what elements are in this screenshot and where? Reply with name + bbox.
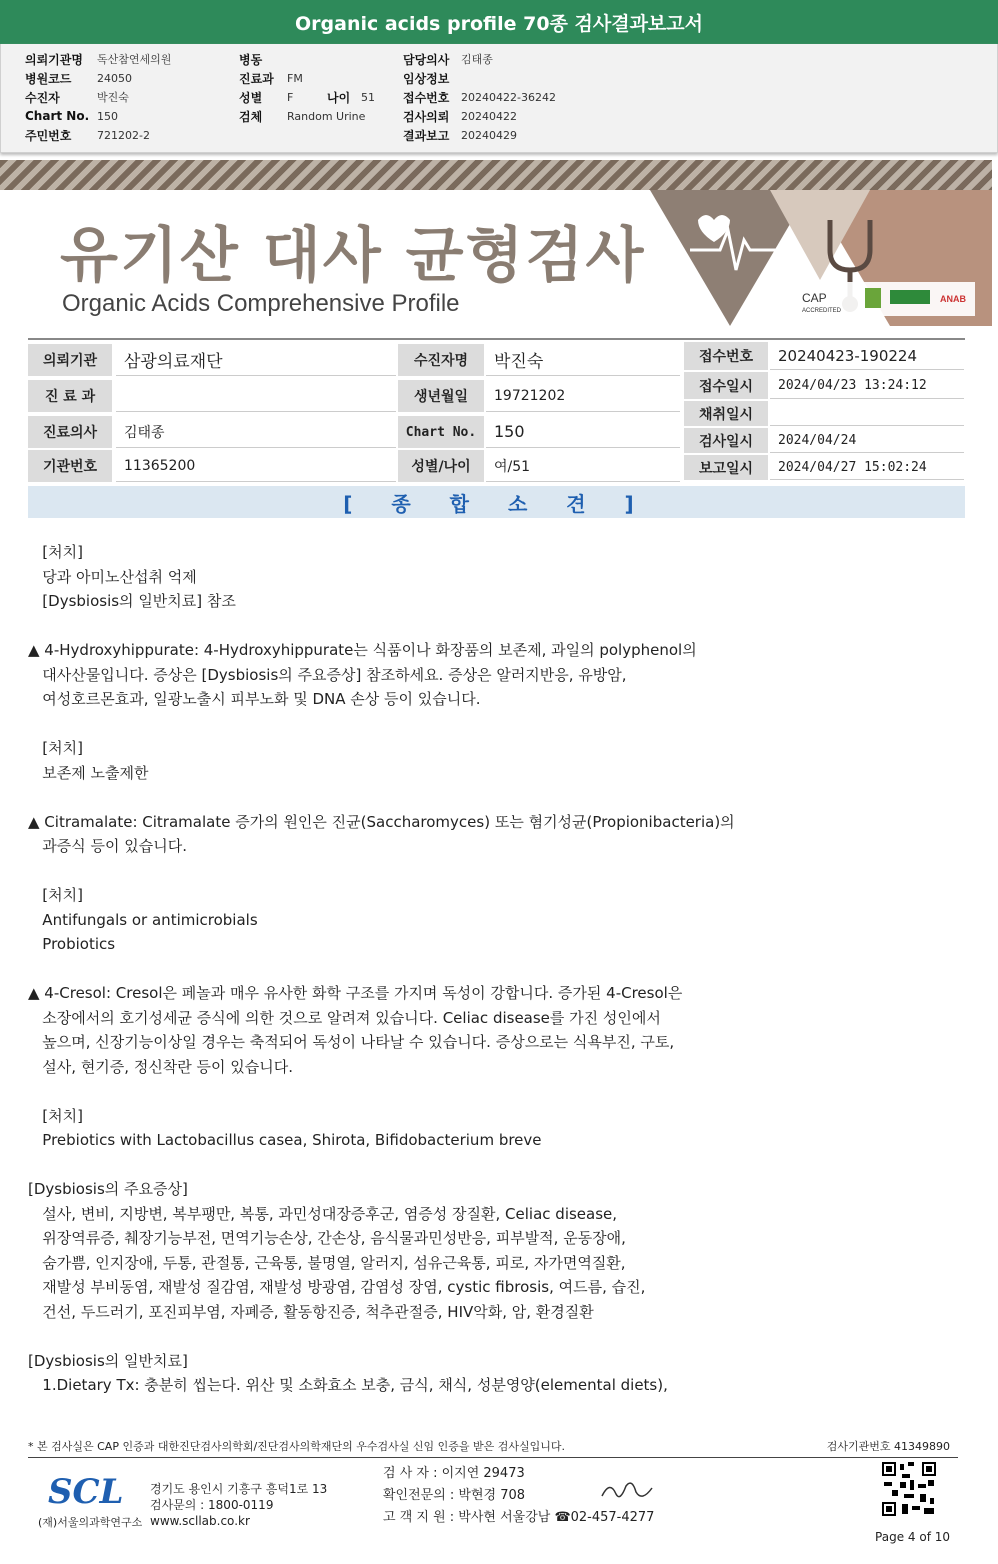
label-institution-no: 기관번호 [28,450,112,482]
label-receipt-no: 접수번호 [684,342,768,370]
label-institution: 의뢰기관 [28,344,112,376]
meta-value: 24050 [97,71,132,85]
label-chart-no: Chart No. [398,416,484,448]
summary-line: ▲ 4-Cresol: Cresol은 페놀과 매우 유사한 화학 구조를 가지며 독성이 강합니다. 증가된 4-Cresol은 [28,984,683,1002]
value-receipt-no: 20240423-190224 [770,342,964,370]
meta-key: Chart No. [25,109,90,123]
summary-line: Prebiotics with Lactobacillus casea, Shirota, Bifidobacterium breve [28,1131,542,1149]
value-collection-time [770,401,964,426]
summary-line: 설사, 변비, 지방변, 복부팽만, 복통, 과민성대장증후군, 염증성 장질환, Celiac disease, [28,1204,618,1223]
signature-icon [598,1476,658,1506]
meta-key: 병원코드 [25,71,72,86]
meta-value: 150 [97,109,118,123]
meta-panel [0,44,998,153]
summary-line: Probiotics [28,935,116,953]
lab-number: 검사기관번호 41349890 [826,1440,950,1453]
scl-logo: SCL [48,1472,124,1512]
meta-value: 20240422 [461,109,517,123]
meta-value: 김태종 [461,53,493,66]
meta-key: 나이 [327,90,351,105]
meta-value: Random Urine [287,109,366,123]
summary-line [28,785,958,810]
summary-line: [처치] [28,886,83,904]
meta-key: 주민번호 [25,128,72,143]
label-department: 진 료 과 [28,380,112,412]
summary-line: [처치] [28,1106,83,1125]
value-doctor: 김태종 [116,416,396,448]
meta-key: 임상정보 [403,71,450,86]
meta-key: 접수번호 [403,90,450,105]
footer-note [28,1438,958,1458]
meta-key: 성별 [239,90,263,105]
summary-line: 높으며, 신장기능이상일 경우는 축적되어 독성이 나타날 수 있습니다. 증상으로는 식욕부진, 구토, [28,1033,675,1051]
meta-key: 수진자 [25,90,60,105]
label-birth-date: 생년월일 [398,380,484,412]
value-receipt-time: 2024/04/23 13:24:12 [770,372,964,399]
meta-value: 51 [361,90,375,104]
summary-line [28,712,958,737]
summary-line: 1.Dietary Tx: 충분히 씹는다. 위산 및 소화효소 보충, 금식, 채식, 성분영양(elemental diets), [28,1376,668,1394]
value-sex-age: 여/51 [486,450,680,482]
value-chart-no: 150 [486,416,680,448]
summary-line [28,1153,958,1178]
summary-line: ▲ 4-Hydroxyhippurate: 4-Hydroxyhippurate는 식품이나 화장품의 보존제, 과일의 polyphenol의 [28,641,697,659]
label-patient-name: 수진자명 [398,344,484,376]
meta-value: 독산참연세의원 [97,53,172,66]
label-receipt-time: 접수일시 [684,372,768,399]
summary-line: Antifungals or antimicrobials [28,910,258,929]
summary-line [28,859,958,884]
summary-line: 과증식 등이 있습니다. [28,837,188,855]
meta-value: 20240429 [461,128,517,142]
summary-line: [Dysbiosis의 일반치료] 참조 [28,592,236,610]
org-name: (재)서울의과학연구소 [38,1516,143,1529]
label-doctor: 진료의사 [28,416,112,448]
page-number: Page 4 of 10 [875,1530,950,1544]
report-title-bar [0,0,998,44]
label-sex-age: 성별/나이 [398,450,484,482]
meta-key: 의뢰기관명 [25,52,83,67]
summary-line [28,957,958,982]
lab-website: www.scllab.co.kr [150,1514,250,1528]
meta-value: F [287,90,294,104]
summary-line: 건선, 두드러기, 포진피부염, 자폐증, 활동항진증, 척추관절증, HIV악화, 암, 환경질환 [28,1302,594,1321]
summary-line [28,1324,958,1349]
label-test-date: 검사일시 [684,428,768,453]
value-test-date: 2024/04/24 [770,428,964,453]
summary-line: [Dysbiosis의 주요증상] [28,1180,188,1198]
lab-phone: 검사문의 : 1800-0119 [150,1498,274,1512]
summary-line [28,614,958,639]
value-patient-name: 박진숙 [486,344,680,376]
label-collection-time: 채취일시 [684,401,768,426]
meta-key: 검사의뢰 [403,109,450,124]
summary-line: [처치] [28,739,83,757]
lab-address: 경기도 용인시 기흥구 흥덕1로 13 [150,1482,328,1496]
cap-sub: ACCREDITED [802,308,842,314]
cap-logo: CAP [802,291,827,305]
table-rule [28,338,965,340]
meta-value: 20240422-36242 [461,90,556,104]
footer [28,1460,958,1530]
value-institution: 삼광의료재단 [116,344,396,376]
meta-value: 박진숙 [97,91,129,104]
banner-title-ko: 유기산 대사 균형검사 [60,221,646,291]
value-report-time: 2024/04/27 15:02:24 [770,455,964,480]
cert-note: * 본 검사실은 CAP 인증과 대한진단검사의학회/진단검사의학재단의 우수검사실 신임 인증을 받은 검사실입니다. [28,1440,566,1453]
confirming-physician: 확인전문의 : 박현경 708 [383,1488,526,1503]
qr-code-icon [880,1460,938,1518]
meta-key: 담당의사 [403,52,450,67]
summary-line: ▲ Citramalate: Citramalate 증가의 원인은 진균(Saccharomyces) 또는 혐기성균(Propionibacteria)의 [28,812,735,831]
meta-key: 검체 [239,109,263,124]
summary-line: 당과 아미노산섭취 억제 [28,567,197,586]
summary-header: [ 종 합 소 견 ] [28,486,965,518]
label-report-time: 보고일시 [684,455,768,480]
summary-line: 보존제 노출제한 [28,763,149,782]
summary-body [28,540,958,1398]
meta-key: 진료과 [239,71,274,86]
summary-line: 재발성 부비동염, 재발성 질감염, 재발성 방광염, 감염성 장염, cystic fibrosis, 여드름, 습진, [28,1278,646,1296]
value-birth-date: 19721202 [486,380,680,412]
report-banner [0,160,992,326]
summary-line [28,1079,958,1104]
meta-key: 결과보고 [403,128,450,143]
banner-graphic [650,160,992,326]
value-department [116,380,396,412]
summary-line: 위장역류증, 췌장기능부전, 면역기능손상, 간손상, 음식물과민성반응, 피부발적, 운동장애, [28,1229,626,1247]
report-title: Organic acids profile 70종 검사결과보고서 [295,12,703,35]
tester: 검 사 자 : 이지연 29473 [383,1466,525,1481]
summary-line: 소장에서의 호기성세균 증식에 의한 것으로 알려져 있습니다. Celiac disease를 가진 성인에서 [28,1008,661,1027]
summary-line: 대사산물입니다. 증상은 [Dysbiosis의 주요증상] 참조하세요. 증상은 알러지반응, 유방암, [28,665,627,684]
meta-key: 병동 [239,52,263,67]
summary-line: [처치] [28,543,83,561]
banner-title-en: Organic Acids Comprehensive Profile [62,290,460,317]
anab-logo: ANAB [940,294,966,304]
meta-value: FM [287,71,303,85]
summary-line: 여성호르몬효과, 일광노출시 피부노화 및 DNA 손상 등이 있습니다. [28,690,481,708]
value-institution-no: 11365200 [116,450,396,482]
meta-value: 721202-2 [97,128,150,142]
summary-line: [Dysbiosis의 일반치료] [28,1351,188,1370]
summary-line: 설사, 현기증, 정신착란 등이 있습니다. [28,1057,294,1076]
summary-line: 숨가쁨, 인지장애, 두통, 관절통, 근육통, 불명열, 알러지, 섬유근육통, 피로, 자가면역질환, [28,1253,626,1272]
customer-support: 고 객 지 원 : 박사현 서울강남 ☎02-457-4277 [383,1510,655,1525]
